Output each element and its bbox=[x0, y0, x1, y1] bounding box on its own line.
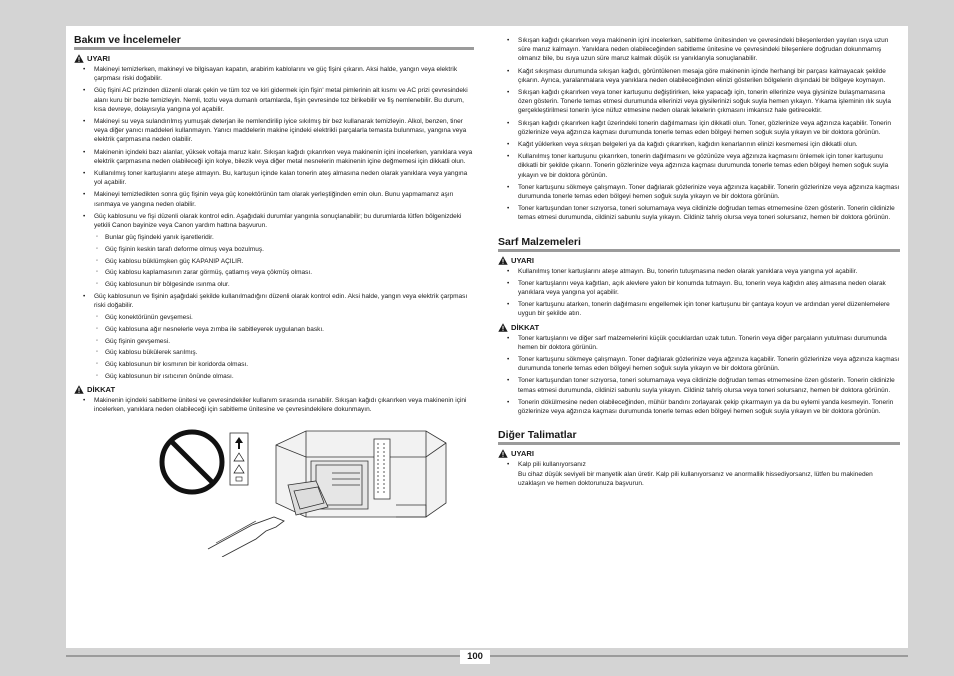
list-item: • Toner kartuşunu sökmeye çalışmayın. Toner dağılarak gözlerinize veya ağzınıza kaçabilir. Tonerin gözlerinize veya ağzınıza kaçması durumunda tonerle temas eden bölgeyi hemen soğuk suyla yıkayın ve bir doktora görünün. bbox=[498, 183, 900, 201]
sub-list-item: ◦ Güç kablosunun bir bölgesinde ısınma olur. bbox=[74, 280, 474, 289]
sub-list-item: ◦ Bunlar güç fişindeki yanık işaretleridir. bbox=[74, 233, 474, 242]
list-item: • Tonerin dökülmesine neden olabileceğinden, mühür bandını zorlayarak çekip çıkarmayın ya da bu eylemi yanda kesmeyin. Tonerin gözlerinize veya ağzınıza kaçması durumunda tonerle temas eden bölgeyi hemen soğuk suyla yıkayın ve bir doktora görünün. bbox=[498, 398, 900, 416]
warning-label: UYARI bbox=[498, 256, 900, 265]
fixing-unit-illustration bbox=[156, 425, 456, 557]
cord-usage-conditions-list bbox=[74, 313, 474, 381]
sub-list-item: ◦ Güç kablosuna ağır nesnelerle veya zımba ile sabitleyerek uygulanan baskı. bbox=[74, 325, 474, 334]
page-number: 100 bbox=[460, 650, 490, 664]
section-title-other: Diğer Talimatlar bbox=[498, 419, 900, 445]
other-warning-list bbox=[498, 460, 900, 469]
sub-list-item: ◦ Güç fişinin gevşemesi. bbox=[74, 337, 474, 346]
manual-page bbox=[66, 26, 908, 648]
list-item: • Kalp pili kullanıyorsanız bbox=[498, 460, 900, 469]
list-item: • Sıkışan kağıdı çıkarırken veya makinenin içini incelerken, sabitleme ünitesinden ve çevresindeki bileşenlerden yayılan ısıya uzun süre maruz kalmayın. Yanıklara neden olabileceğinden sabitleme ünitesine ve çevresindeki bileşenlere doğrudan dokunmamış olmanız bile, bu ısıya uzun süre maruz kalmak düşük ısı yanıklarıyla sonuçlanabilir. bbox=[498, 36, 900, 64]
list-item: • Toner kartuşundan toner sızıyorsa, toneri solumamaya veya cildinizle doğrudan temas etmemesine özen gösterin. Tonerin cildinizle temas etmesi durumunda, cildinizi sabunlu suyla yıkayın. Cildiniz tahriş olursa veya toneri solursanız, hemen bir doktora görünün. bbox=[498, 376, 900, 394]
warning-icon bbox=[498, 256, 508, 265]
supplies-caution-list bbox=[498, 334, 900, 417]
left-column bbox=[74, 26, 474, 562]
warning-sticker bbox=[230, 433, 248, 485]
supplies-warning-list bbox=[498, 267, 900, 319]
list-item: • Güç fişini AC prizinden düzenli olarak çekin ve tüm toz ve kiri gidermek için fişin' metal pimlerinin alt kısmı ve AC prizi çevresindeki alanı kuru bir bezle temizleyin. Nemli, tozlu veya dumanlı ortamlarda, fişin çevresinde toz birikebilir ve fiş nemlenebilir. Bu durum, kısa devreye, dolayısıyla yangına yol açabilir. bbox=[74, 86, 474, 114]
list-item: • Sıkışan kağıdı çıkarırken kağıt üzerindeki tonerin dağılmaması için dikkatli olun. Toner, gözlerinize veya ağzınıza kaçabilir. Tonerin gözlerinize veya ağzınıza kaçması durumunda tonerle temas eden bölgeyi hemen soğuk suyla yıkayın ve bir doktora görünün. bbox=[498, 119, 900, 137]
precaution-list bbox=[498, 36, 900, 223]
list-item: • Kullanılmış toner kartuşlarını ateşe atmayın. Bu, kartuşun içinde kalan tonerin ateş almasına neden olarak yanıklara veya yangına yol açabilir. bbox=[74, 169, 474, 187]
list-item: • Güç kablosunun ve fişinin aşağıdaki şekilde kullanılmadığını düzenli olarak kontrol edin. Aksi halde, yangın veya elektrik çarpması riski doğabilir. bbox=[74, 292, 474, 310]
list-item: • Kullanılmış toner kartuşunu çıkarırken, tonerin dağılmasını ve gözünüze veya ağzınıza kaçmasını önlemek için toner kartuşunu dikkatli bir şekilde çıkarın. Tonerin gözlerinize veya ağzınıza kaçması durumunda tonerle temas eden bölgeyi hemen soğuk suyla yıkayın ve bir doktora görünün. bbox=[498, 152, 900, 180]
printer-drawing bbox=[276, 431, 446, 517]
caution-icon bbox=[498, 323, 508, 332]
cord-usage-list bbox=[74, 292, 474, 310]
list-item: • Toner kartuşunu atarken, tonerin dağılmasını engellemek için toner kartuşunu bir çantaya koyun ve ardından yerel düzenlemelere uygun bir şekilde atın. bbox=[498, 300, 900, 318]
section-title-maintenance: Bakım ve İncelemeler bbox=[74, 26, 474, 50]
list-item: • Kağıt sıkışması durumunda sıkışan kağıdı, görüntülenen mesaja göre makinenin içinde herhangi bir parçası kalmayacak şekilde çıkarın. Ayrıca, yaralanmalara veya yanıklara neden olabileceğinden elinizi gösterilen bölgelerin dışındaki bir bölgeye koymayın. bbox=[498, 67, 900, 85]
pacemaker-paragraph: Bu cihaz düşük seviyeli bir manyetik alan üretir. Kalp pili kullanıyorsanız ve anormallik hissediyorsanız, lütfen bu makineden uzaklaşın ve hemen doktorunuza başvurun. bbox=[518, 470, 873, 487]
sub-list-item: ◦ Güç fişinin keskin tarafı deforme olmuş veya bozulmuş. bbox=[74, 245, 474, 254]
list-item: • Makineyi su veya sulandırılmış yumuşak deterjan ile nemlendirilip iyice sıkılmış bir bez kullanarak temizleyin. Alkol, benzen, tiner veya diğer yanıcı maddeleri kullanmayın. Yanıcı maddelerin makine içindeki elektrikli parçalarla temasta bulunması, yangına veya elektrik çarpmasına neden olabilir. bbox=[74, 117, 474, 145]
list-item: • Toner kartuşlarını ve diğer sarf malzemelerini küçük çocuklardan uzak tutun. Tonerin veya diğer parçaların yutulması durumunda hemen bir doktora görünün. bbox=[498, 334, 900, 352]
caution-list bbox=[74, 396, 474, 414]
sub-list-item: ◦ Güç kablosu büklümşken güç KAPANIP AÇILIR. bbox=[74, 257, 474, 266]
right-column bbox=[498, 26, 900, 488]
caution-label: DİKKAT bbox=[498, 323, 900, 332]
list-item: • Makineyi temizlerken, makineyi ve bilgisayarı kapatın, arabirim kablolarını ve güç fişini çıkarın. Aksi halde, yangın veya elektrik çarpması riski doğabilir. bbox=[74, 65, 474, 83]
warning-icon bbox=[74, 54, 84, 63]
list-item: • Makinenin içindeki sabitleme ünitesi ve çevresindekiler kullanım sırasında ısınabilir. Sıkışan kağıdı çıkarırken veya makinenin içini incelerken, yanıklara neden olabileceği için sabitleme ünitesine ve çevresindekilere dokunmayın. bbox=[74, 396, 474, 414]
list-item: • Kullanılmış toner kartuşlarını ateşe atmayın. Bu, tonerin tutuşmasına neden olarak yanıklara veya yangına yol açabilir. bbox=[498, 267, 900, 276]
warning-icon bbox=[498, 449, 508, 458]
warning-label: UYARI bbox=[74, 54, 474, 63]
list-item: • Makineyi temizledikten sonra güç fişinin veya güç konektörünün tam olarak yerleştiğinden emin olun. Bunu yapmamanız aşırı ısınmaya ve yangına neden olabilir. bbox=[74, 190, 474, 208]
list-item: • Makinenin içindeki bazı alanlar, yüksek voltaja maruz kalır. Sıkışan kağıdı çıkarırken veya makinenin içini incelerken, yanıklara veya elektrik çarpmasına neden olabileceği için kolye, bilezik veya diğer metal nesnelerin makinenin içine değmemesi için dikkatli olun. bbox=[74, 148, 474, 166]
list-item: • Sıkışan kağıdı çıkarırken veya toner kartuşunu değiştirirken, leke yapacağı için, tonerin ellerinize veya giysinize bulaşmamasına özen gösterin. Tonerle temas etmesi durumunda ellerinizi veya giysilerinizi soğuk suyla hemen yıkayın. Yıkama işleminin ılık suyla gerçekleştirilmesi tonerin iyice nüfuz etmesine neden olarak lekelerin çıkmasını imkansız hale getirecektir. bbox=[498, 88, 900, 116]
sub-list-item: ◦ Güç kablosunun bir ısıtıcının önünde olması. bbox=[74, 372, 474, 381]
list-item: • Toner kartuşundan toner sızıyorsa, toneri solumamaya veya cildinizle doğrudan temas etmemesine özen gösterin. Tonerin cildinizle temas etmesi durumunda, cildinizi sabunlu suyla yıkayın. Cildiniz tahriş olursa veya toneri solursanız, hemen bir doktora görünün. bbox=[498, 204, 900, 222]
list-item: • Toner kartuşlarını veya kağıtları, açık alevlere yakın bir konumda tutmayın. Bu, tonerin veya kağıdın ateş almasına neden olarak yanıklara veya yangına yol açabilir. bbox=[498, 279, 900, 297]
section-title-supplies: Sarf Malzemeleri bbox=[498, 226, 900, 252]
list-item: • Kağıt yüklerken veya sıkışan belgeleri ya da kağıdı çıkarırken, kağıdın kenarlarının elinizi kesmemesi için dikkatli olun. bbox=[498, 140, 900, 149]
warning-label: UYARI bbox=[498, 449, 900, 458]
warning-list bbox=[74, 65, 474, 230]
caution-icon bbox=[74, 385, 84, 394]
prohibition-slash bbox=[171, 441, 213, 483]
sub-list-item: ◦ Güç kablosunun bir kısmının bir koridorda olması. bbox=[74, 360, 474, 369]
sub-list-item: ◦ Güç konektörünün gevşemesi. bbox=[74, 313, 474, 322]
list-item: • Toner kartuşunu sökmeye çalışmayın. Toner dağılarak gözlerinize veya ağzınıza kaçabilir. Tonerin gözlerinize veya ağzınıza kaçması durumunda tonerle temas eden bölgeyi hemen soğuk suyla yıkayın ve bir doktora görünün. bbox=[498, 355, 900, 373]
cord-conditions-list bbox=[74, 233, 474, 289]
sub-list-item: ◦ Güç kablosu bükülerek sarılmış. bbox=[74, 348, 474, 357]
caution-label: DİKKAT bbox=[74, 385, 474, 394]
list-item: • Güç kablosunu ve fişi düzenli olarak kontrol edin. Aşağıdaki durumlar yangınla sonuçlanabilir; bu durumlarda lütfen bölgenizdeki yetkili Canon bayinize veya Canon yardım hattına başvurun. bbox=[74, 212, 474, 230]
hand-drawing bbox=[208, 517, 284, 557]
sub-list-item: ◦ Güç kablosu kaplamasının zarar görmüş, çatlamış veya çökmüş olması. bbox=[74, 268, 474, 277]
